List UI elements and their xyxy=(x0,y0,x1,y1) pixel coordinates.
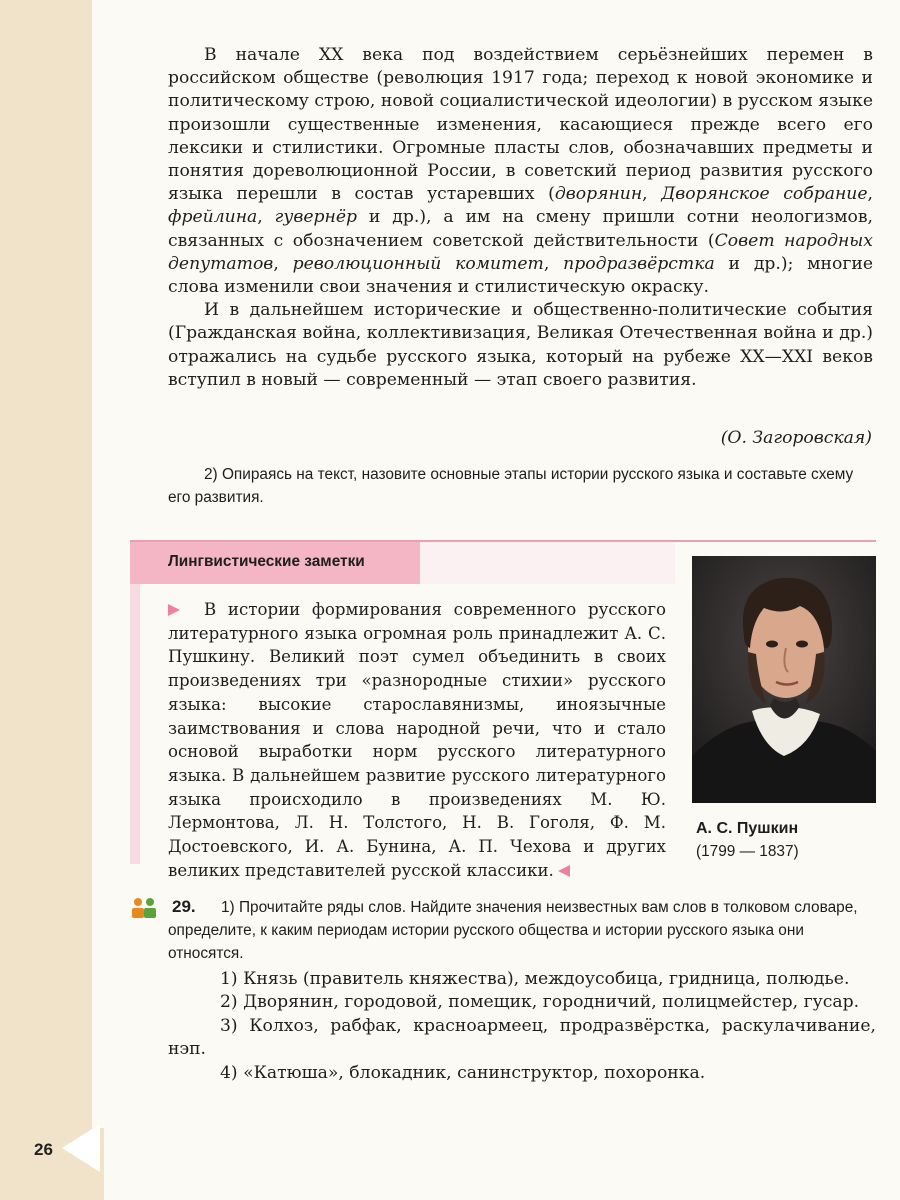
word-row-2: 2) Дворянин, городовой, помещик, городничий, полицмейстер, гусар. xyxy=(220,992,860,1013)
task-2-instruction: 2) Опираясь на текст, назовите основные этапы истории русского языка и составьте схему его развития. xyxy=(168,466,854,506)
pair-work-icon xyxy=(131,897,157,919)
note-left-band xyxy=(130,542,140,864)
note-header xyxy=(130,542,420,584)
note-header-title: Лингвистические заметки xyxy=(168,553,365,570)
task-number: 29. xyxy=(172,897,196,916)
left-margin-band xyxy=(0,0,92,1200)
task-29-instruction: 1) Прочитайте ряды слов. Найдите значения неизвестных вам слов в толковом словаре, определите, к каким периодам истории русского общества и истории русского языка они относятся. xyxy=(168,899,858,962)
page-number: 26 xyxy=(34,1140,53,1159)
main-paragraph-2: И в дальнейшем исторические и общественно-политические события (Гражданская война, коллективизация, Великая Отечественная война и др.) отражались на судьбе русского языка, который на рубеже XX—XXI веков вступил в новый — современный — этап своего развития. xyxy=(168,300,873,390)
portrait-illustration xyxy=(692,556,876,803)
word-rows xyxy=(168,968,876,1085)
source-author: (О. Загоровская) xyxy=(720,428,872,448)
word-row-1: 1) Князь (правитель княжества), междоусобица, гридница, полюдье. xyxy=(220,969,850,989)
main-text xyxy=(168,44,873,392)
note-paragraph: В истории формирования современного русского литературного языка огромная роль принадлежит А. С. Пушкину. Великий поэт сумел объединить в своих произведениях три «разнородные стихии» русского языка: высокие старославянизмы, иноязычные заимствования и слова народной речи, что и стало основой выработки норм русского литературного языка. В дальнейшем развитие русского литературного языка происходило в произведениях М. Ю. Лермонтова, Л. Н. Толстого, Н. В. Гоголя, Ф. М. Достоевского, И. А. Бунина, А. П. Чехова и других великих представителей русской классики. xyxy=(168,600,666,880)
note-header-fill xyxy=(420,542,675,584)
note-end-marker-icon xyxy=(558,865,570,877)
word-row-4: 4) «Катюша», блокадник, санинструктор, похоронка. xyxy=(220,1062,706,1083)
portrait-caption-years: (1799 — 1837) xyxy=(696,843,799,860)
main-paragraph-1: В начале XX века под воздействием серьёзнейших перемен в российском обществе (революция 1917 года; переход к новой экономике и политическому строю, новой социалистической идеологии) в русском языке произошли существенные изменения, касающиеся прежде всего его лексики и стилистики. Огромные пласты слов, обозначавших предметы и понятия дореволюционной России, в советский период развития русского языка перешли в состав устаревших (дворянин, Дворянское собрание, фрейлина, гувернёр и др.), а им на смену пришли сотни неологизмов, связанных с обозначением советской действительности (Совет народных депутатов, революционный комитет, продразвёрстка и др.); многие слова изменили свои значения и стилистическую окраску. xyxy=(168,45,873,298)
word-row-3: 3) Колхоз, рабфак, красноармеец, продразвёрстка, раскулачивание, нэп. xyxy=(168,1015,876,1060)
pushkin-portrait xyxy=(692,556,876,803)
portrait-caption-name: А. С. Пушкин xyxy=(696,820,799,837)
note-text xyxy=(168,598,666,882)
